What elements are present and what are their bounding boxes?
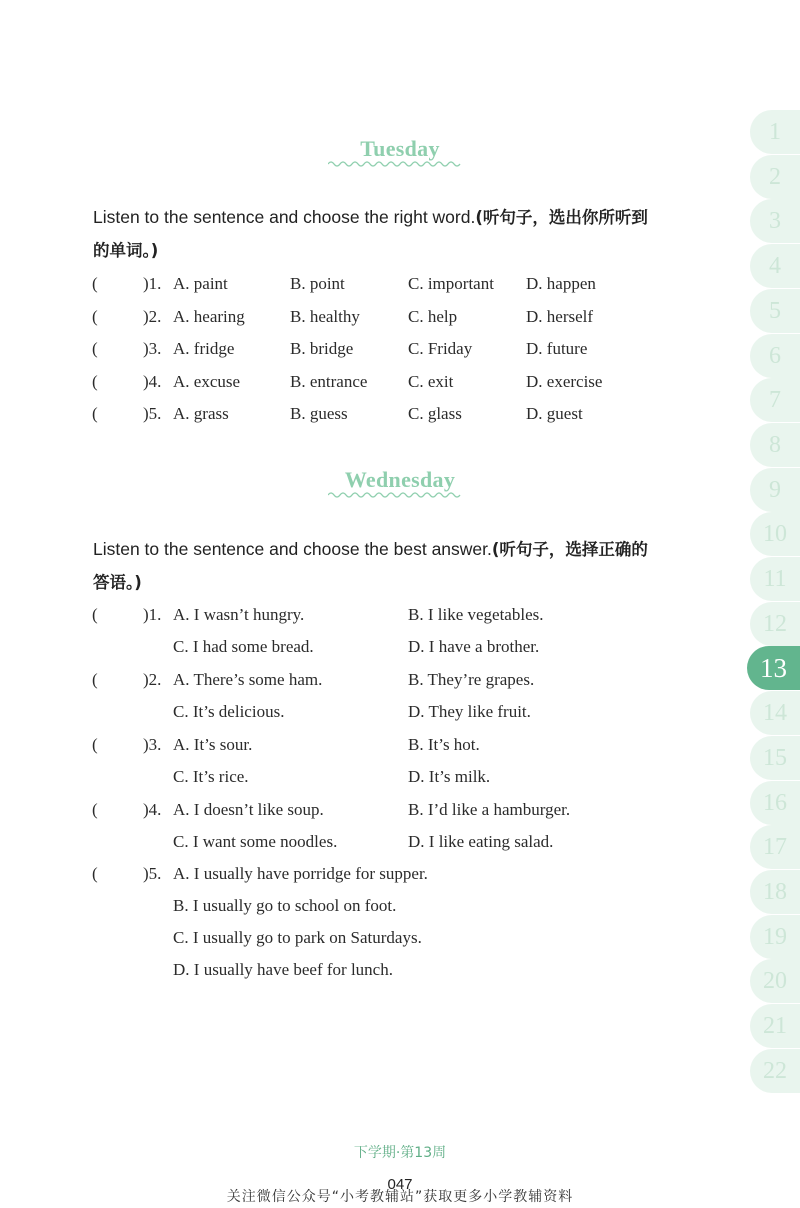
footer-note: 关注微信公众号“小考教辅站”获取更多小学教辅资料	[226, 1189, 574, 1205]
week-tab-2[interactable]: 2	[750, 155, 800, 199]
week-tab-17[interactable]: 17	[750, 825, 800, 869]
week-tab-18[interactable]: 18	[750, 870, 800, 914]
tuesday-wave-underline	[328, 160, 462, 168]
option-c: C. Friday	[408, 339, 473, 358]
question-number: )5.	[143, 864, 162, 883]
option-b: B. bridge	[290, 339, 354, 358]
option-a: A. fridge	[173, 339, 235, 358]
week-tab-12[interactable]: 12	[750, 602, 800, 646]
week-tab-1[interactable]: 1	[750, 110, 800, 154]
week-tab-22[interactable]: 22	[750, 1049, 800, 1093]
question-number: )5.	[143, 404, 162, 423]
answer-paren-left: (	[92, 864, 98, 883]
answer-paren-left: (	[92, 404, 98, 423]
option-a: A. paint	[173, 274, 228, 293]
option-d: D. They like fruit.	[408, 702, 531, 721]
tuesday-instruction-en: Listen to the sentence and choose the right word.	[93, 207, 476, 227]
option-c: C. It’s rice.	[173, 767, 249, 786]
tuesday-instruction-cn-1: (听句子，选出你所听到	[475, 208, 648, 227]
option-a: A. It’s sour.	[173, 735, 253, 754]
option-b: B. I usually go to school on foot.	[173, 896, 397, 915]
option-d: D. exercise	[526, 371, 603, 391]
week-tab-3[interactable]: 3	[750, 199, 800, 243]
question-number: )2.	[143, 670, 162, 689]
week-tab-5[interactable]: 5	[750, 289, 800, 333]
option-b: B. They’re grapes.	[408, 670, 535, 689]
option-d: D. I have a brother.	[408, 637, 540, 656]
week-tab-9[interactable]: 9	[750, 468, 800, 512]
answer-paren-left: (	[92, 670, 98, 689]
option-d: D. herself	[526, 306, 594, 326]
option-c: C. I want some noodles.	[173, 832, 338, 851]
option-a: A. I usually have porridge for supper.	[173, 864, 428, 883]
option-d: D. I like eating salad.	[408, 832, 554, 851]
option-b: B. I’d like a hamburger.	[408, 800, 571, 819]
answer-paren-left: (	[92, 371, 98, 391]
week-tab-6[interactable]: 6	[750, 334, 800, 378]
week-tab-21[interactable]: 21	[750, 1004, 800, 1048]
wednesday-instruction-cn-2: 答语。)	[93, 573, 142, 592]
option-c: C. help	[408, 306, 458, 326]
option-b: B. entrance	[290, 371, 368, 391]
option-a: A. I doesn’t like soup.	[173, 800, 324, 819]
week-tab-15[interactable]: 15	[750, 736, 800, 780]
option-c: C. It’s delicious.	[173, 702, 285, 721]
week-tab-19[interactable]: 19	[750, 915, 800, 959]
option-c: C. I usually go to park on Saturdays.	[173, 928, 422, 947]
option-c: C. I had some bread.	[173, 637, 314, 656]
option-b: B. guess	[290, 404, 348, 423]
week-tab-10[interactable]: 10	[750, 512, 800, 556]
option-b: B. healthy	[290, 306, 360, 326]
tuesday-instruction-cn-2: 的单词。)	[93, 241, 159, 260]
option-b: B. It’s hot.	[408, 735, 480, 754]
week-tab-16[interactable]: 16	[750, 781, 800, 825]
option-a: A. I wasn’t hungry.	[173, 605, 305, 624]
wednesday-wave-underline	[328, 491, 462, 499]
question-number: )4.	[143, 800, 162, 819]
answer-paren-left: (	[92, 274, 98, 293]
wednesday-instruction-cn-1: (听句子，选择正确的	[491, 540, 648, 559]
question-number: )3.	[143, 735, 162, 754]
week-tab-14[interactable]: 14	[750, 691, 800, 735]
question-number: )1.	[143, 605, 162, 624]
option-c: C. exit	[408, 371, 454, 391]
option-c: C. important	[408, 274, 494, 293]
option-d: D. It’s milk.	[408, 767, 491, 786]
wednesday-instruction-en: Listen to the sentence and choose the best answer.	[93, 539, 492, 559]
option-d: D. guest	[526, 404, 583, 423]
week-tab-7[interactable]: 7	[750, 378, 800, 422]
wednesday-instruction	[93, 533, 713, 599]
option-a: A. excuse	[173, 371, 241, 391]
question-number: )2.	[143, 306, 162, 326]
tuesday-instruction	[93, 201, 713, 267]
option-a: A. There’s some ham.	[173, 670, 323, 689]
option-d: D. I usually have beef for lunch.	[173, 960, 393, 979]
week-tab-11[interactable]: 11	[750, 557, 800, 601]
week-tab-20[interactable]: 20	[750, 959, 800, 1003]
tuesday-heading: Tuesday	[360, 136, 440, 161]
answer-paren-left: (	[92, 735, 98, 754]
answer-paren-left: (	[92, 800, 98, 819]
week-tab-4[interactable]: 4	[750, 244, 800, 288]
wednesday-heading: Wednesday	[344, 467, 456, 492]
question-number: )3.	[143, 339, 162, 358]
footer-week-label: 下学期·第13周	[353, 1145, 447, 1161]
question-number: )1.	[143, 274, 162, 293]
option-b: B. point	[290, 274, 345, 293]
option-a: A. grass	[173, 404, 229, 423]
option-d: D. happen	[526, 274, 596, 293]
question-number: )4.	[143, 371, 162, 391]
answer-paren-left: (	[92, 339, 98, 358]
option-d: D. future	[526, 339, 588, 358]
week-tab-8[interactable]: 8	[750, 423, 800, 467]
option-a: A. hearing	[173, 306, 245, 326]
answer-paren-left: (	[92, 306, 98, 326]
answer-paren-left: (	[92, 605, 98, 624]
option-b: B. I like vegetables.	[408, 605, 544, 624]
page-number: 047	[387, 1176, 413, 1193]
week-tab-13[interactable]: 13	[747, 646, 800, 690]
option-c: C. glass	[408, 404, 462, 423]
